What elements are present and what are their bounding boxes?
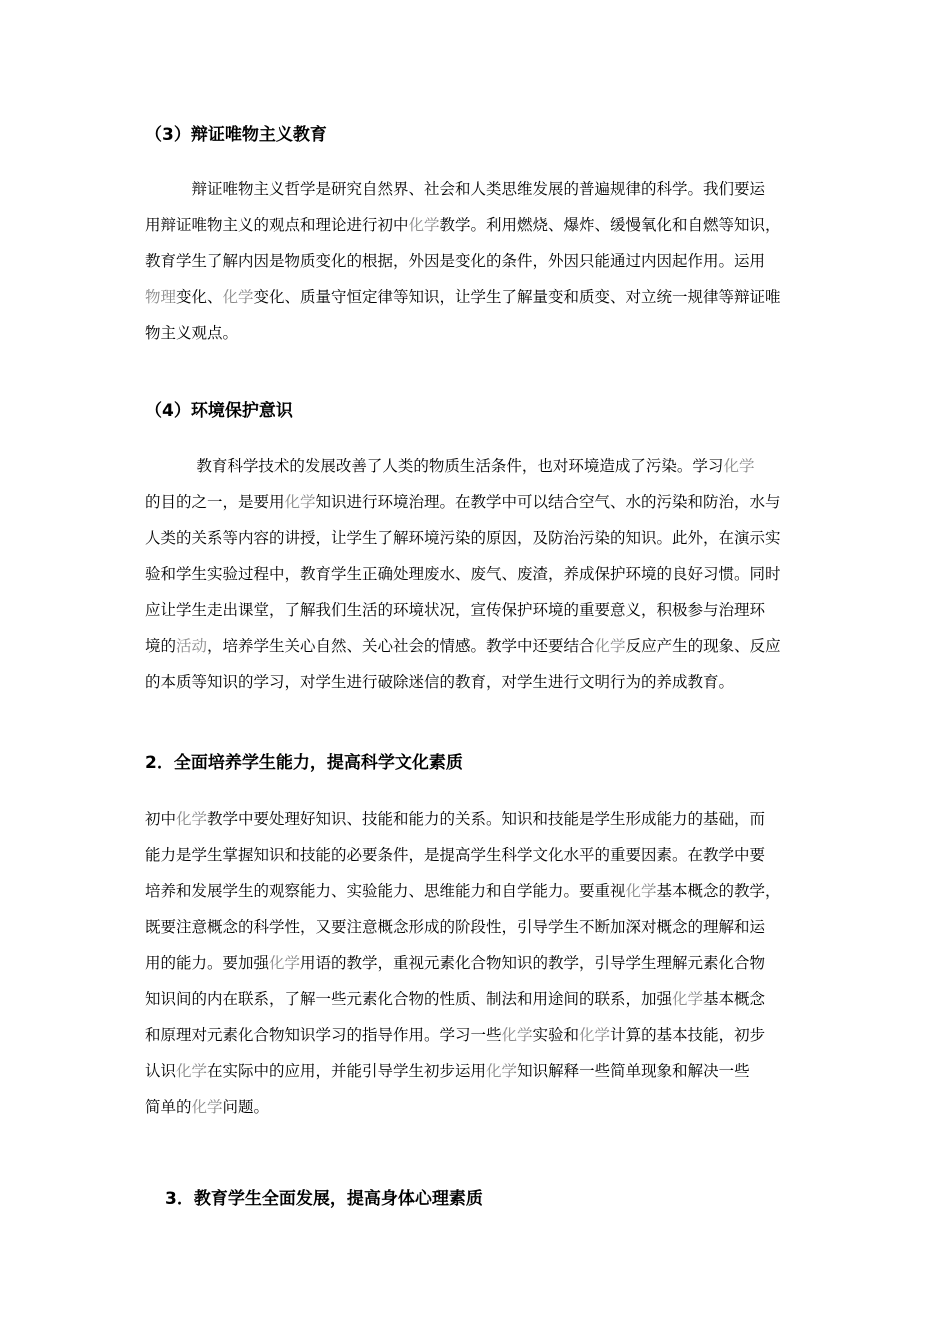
keyword-link[interactable]: 化学 [672, 990, 704, 1008]
text-line: 初中化学教学中要处理好知识、技能和能力的关系。知识和技能是学生形成能力的基础，而 [145, 810, 766, 828]
text-line: 和原理对元素化合物知识学习的指导作用。学习一些化学实验和化学计算的基本技能，初步 [145, 1026, 766, 1044]
text-line: 的目的之一，是要用化学知识进行环境治理。在教学中可以结合空气、水的污染和防治，水与 [145, 493, 781, 511]
keyword-link[interactable]: 化学 [269, 954, 301, 972]
keyword-link[interactable]: 化学 [486, 1062, 518, 1080]
text-line: 用的能力。要加强化学用语的教学，重视元素化合物知识的教学，引导学生理解元素化合物 [145, 954, 766, 972]
keyword-link[interactable]: 化学 [176, 1062, 208, 1080]
text-line: 辩证唯物主义哲学是研究自然界、社会和人类思维发展的普遍规律的科学。我们要运 [145, 180, 766, 198]
keyword-link[interactable]: 化学 [191, 1098, 223, 1116]
text-line: 培养和发展学生的观察能力、实验能力、思维能力和自学能力。要重视化学基本概念的教学， [145, 882, 781, 900]
text-line: 人类的关系等内容的讲授，让学生了解环境污染的原因，及防治污染的知识。此外，在演示实 [145, 529, 781, 547]
text-line: 既要注意概念的科学性，又要注意概念形成的阶段性，引导学生不断加深对概念的理解和运 [145, 918, 766, 936]
keyword-link[interactable]: 化学 [176, 810, 208, 828]
keyword-link[interactable]: 化学 [723, 457, 755, 475]
keyword-link[interactable]: 化学 [579, 1026, 611, 1044]
text-line: 应让学生走出课堂，了解我们生活的环境状况，宣传保护环境的重要意义，积极参与治理环 [145, 601, 766, 619]
keyword-link[interactable]: 物理 [145, 288, 177, 306]
text-line: 物主义观点。 [145, 324, 239, 342]
text-line: 能力是学生掌握知识和技能的必要条件，是提高学生科学文化水平的重要因素。在教学中要 [145, 846, 766, 864]
section-heading-development: 3．教育学生全面发展，提高身体心理素质 [165, 1189, 483, 1209]
paragraph-environment-protection [145, 448, 810, 700]
text-line: 境的活动，培养学生关心自然、关心社会的情感。教学中还要结合化学反应产生的现象、反应 [145, 637, 781, 655]
text-line: 物理变化、化学变化、质量守恒定律等知识，让学生了解量变和质变、对立统一规律等辩证唯 [145, 288, 781, 306]
text-line: 用辩证唯物主义的观点和理论进行初中化学教学。利用燃烧、爆炸、缓慢氧化和自燃等知识， [145, 216, 781, 234]
text-line: 认识化学在实际中的应用，并能引导学生初步运用化学知识解释一些简单现象和解决一些 [145, 1062, 750, 1080]
keyword-link[interactable]: 化学 [222, 288, 254, 306]
keyword-link[interactable]: 化学 [284, 493, 316, 511]
section-heading-3: （3）辩证唯物主义教育 [145, 125, 327, 145]
keyword-link[interactable]: 化学 [408, 216, 440, 234]
paragraph-dialectical-materialism [145, 171, 810, 351]
text-line: 验和学生实验过程中，教育学生正确处理废水、废气、废渣，养成保护环境的良好习惯。同时 [145, 565, 781, 583]
section-heading-ability: 2．全面培养学生能力，提高科学文化素质 [145, 753, 463, 773]
keyword-link[interactable]: 活动 [176, 637, 208, 655]
text-line: 知识间的内在联系，了解一些元素化合物的性质、制法和用途间的联系，加强化学基本概念 [145, 990, 766, 1008]
keyword-link[interactable]: 化学 [501, 1026, 533, 1044]
text-line: 教育学生了解内因是物质变化的根据，外因是变化的条件，外因只能通过内因起作用。运用 [145, 252, 766, 270]
keyword-link[interactable]: 化学 [594, 637, 626, 655]
text-line: 简单的化学问题。 [145, 1098, 270, 1116]
text-line: 教育科学技术的发展改善了人类的物质生活条件，也对环境造成了污染。学习化学 [145, 457, 755, 475]
text-line: 的本质等知识的学习，对学生进行破除迷信的教育，对学生进行文明行为的养成教育。 [145, 673, 735, 691]
keyword-link[interactable]: 化学 [625, 882, 657, 900]
section-heading-4: （4）环境保护意识 [145, 401, 293, 421]
paragraph-ability [145, 801, 810, 1125]
